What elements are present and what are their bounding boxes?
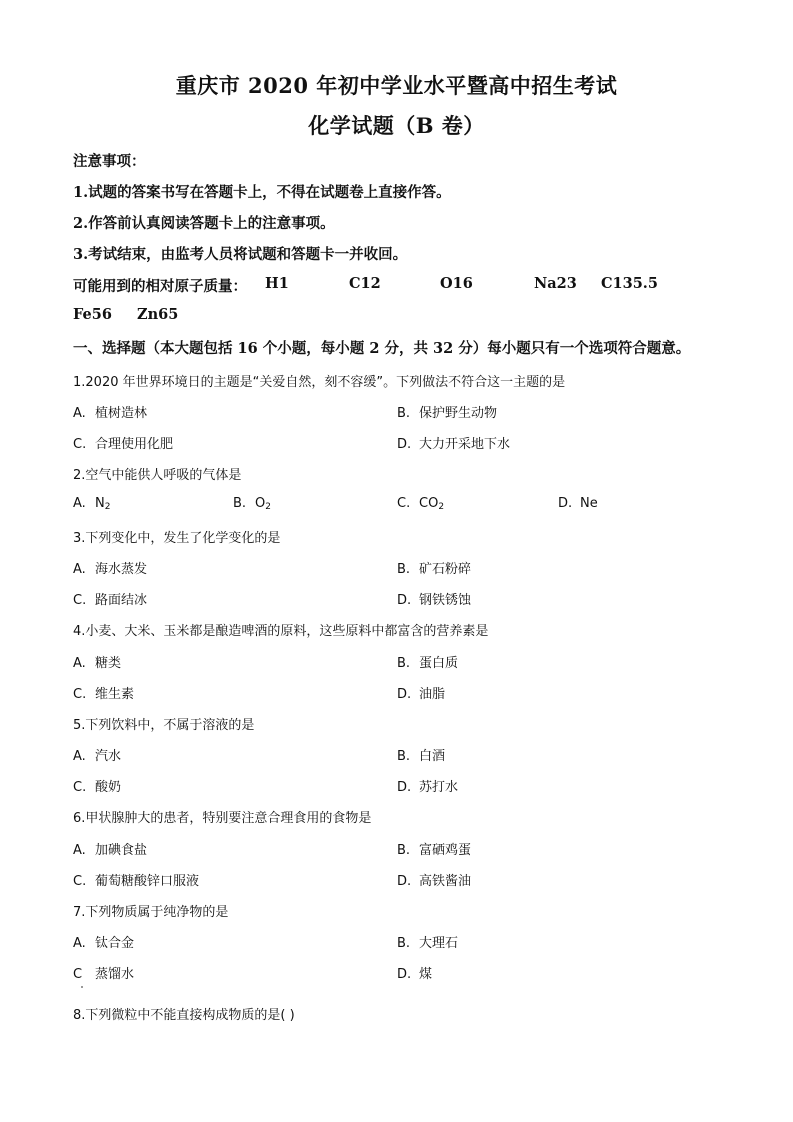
question-3-stem: 3.下列变化中，发生了化学变化的是 — [73, 531, 281, 546]
option-letter: B. — [397, 749, 411, 764]
option-letter: C — [73, 967, 83, 982]
notice-item-3: 3.考试结束，由监考人员将试题和答题卡一并收回。 — [73, 246, 408, 263]
option-letter: B. — [397, 656, 411, 671]
question-2-option-a — [73, 496, 110, 512]
option-text: 苏打水 — [419, 780, 459, 795]
atomic-mass-fe: Fe56 — [73, 306, 112, 323]
option-text: 汽水 — [95, 749, 122, 764]
option-text: Ne — [580, 496, 598, 511]
question-1-option-a — [73, 402, 147, 421]
option-text — [95, 496, 110, 511]
option-text: 煤 — [419, 967, 433, 982]
option-letter: C. — [73, 780, 87, 795]
option-letter: C. — [73, 687, 87, 702]
option-text: 大理石 — [419, 936, 459, 951]
option-letter: D. — [558, 496, 573, 511]
option-text: 葡萄糖酸锌口服液 — [95, 874, 200, 889]
option-letter: D. — [397, 593, 412, 608]
option-letter: C. — [397, 496, 411, 511]
option-letter: C. — [73, 593, 87, 608]
option-text: 钛合金 — [95, 936, 135, 951]
notice-item-2: 2.作答前认真阅读答题卡上的注意事项。 — [73, 215, 335, 232]
question-6-option-b — [397, 839, 471, 858]
option-letter: A. — [73, 406, 86, 421]
question-4-option-b — [397, 652, 458, 671]
option-letter: A. — [73, 843, 86, 858]
atomic-mass-label: 可能用到的相对原子质量： — [73, 278, 247, 295]
option-text: 植树造林 — [95, 406, 148, 421]
stray-mark — [81, 986, 83, 988]
option-text: 酸奶 — [95, 780, 122, 795]
option-text: 蛋白质 — [419, 656, 459, 671]
option-text: 高铁酱油 — [419, 874, 472, 889]
atomic-mass-zn: Zn65 — [137, 306, 179, 323]
question-1-option-b — [397, 402, 497, 421]
question-4-option-a — [73, 652, 121, 671]
option-letter: D. — [397, 780, 412, 795]
option-text: 大力开采地下水 — [419, 437, 511, 452]
question-3-option-d — [397, 589, 471, 608]
formula-subscript: 2 — [438, 502, 445, 512]
option-text: 油脂 — [419, 687, 446, 702]
notice-heading: 注意事项： — [73, 153, 146, 170]
option-letter: B. — [397, 843, 411, 858]
option-letter: D. — [397, 687, 412, 702]
option-text — [419, 496, 444, 511]
option-letter: B. — [397, 406, 411, 421]
question-1-stem: 1.2020 年世界环境日的主题是“关爱自然，刻不容缓”。下列做法不符合这一主题的是 — [73, 375, 566, 390]
question-7-option-b — [397, 932, 458, 951]
atomic-mass-o: O16 — [440, 275, 473, 292]
option-letter: A. — [73, 496, 86, 511]
option-text — [255, 496, 271, 511]
question-7-option-d — [397, 963, 432, 982]
question-4-option-c — [73, 683, 134, 702]
question-6-stem: 6.甲状腺肿大的患者，特别要注意合理食用的食物是 — [73, 811, 372, 826]
option-letter: D. — [397, 437, 412, 452]
formula-text: N — [95, 496, 105, 511]
formula-subscript: 2 — [104, 502, 111, 512]
option-text: 糖类 — [95, 656, 122, 671]
option-letter: A. — [73, 936, 86, 951]
option-letter: D. — [397, 967, 412, 982]
question-4-stem: 4.小麦、大米、玉米都是酿造啤酒的原料，这些原料中都富含的营养素是 — [73, 624, 489, 639]
section-heading: 一、选择题（本大题包括 16 个小题，每小题 2 分，共 32 分）每小题只有一个选项符合题意。 — [73, 340, 691, 357]
option-text: 路面结冰 — [95, 593, 148, 608]
exam-subtitle: 化学试题（B 卷） — [308, 113, 485, 138]
question-3-option-a — [73, 558, 147, 577]
option-letter: B. — [397, 936, 411, 951]
question-4-option-d — [397, 683, 445, 702]
formula-text: O — [255, 496, 266, 511]
option-letter: A. — [73, 749, 86, 764]
question-6-option-d — [397, 870, 471, 889]
question-2-option-b — [233, 496, 271, 512]
option-letter: A. — [73, 656, 86, 671]
question-6-option-c — [73, 870, 199, 889]
option-letter: C. — [73, 874, 87, 889]
option-letter: B. — [233, 496, 247, 511]
atomic-mass-c: C12 — [349, 275, 381, 292]
question-5-option-c — [73, 776, 121, 795]
question-5-option-b — [397, 745, 445, 764]
question-3-option-b — [397, 558, 471, 577]
option-letter: A. — [73, 562, 86, 577]
question-5-option-d — [397, 776, 458, 795]
option-letter: C. — [73, 437, 87, 452]
question-2-option-d — [558, 496, 598, 511]
option-text: 钢铁锈蚀 — [419, 593, 472, 608]
atomic-mass-cl: C135.5 — [601, 275, 658, 292]
question-3-option-c — [73, 589, 147, 608]
option-letter: B. — [397, 562, 411, 577]
question-5-stem: 5.下列饮料中，不属于溶液的是 — [73, 718, 255, 733]
question-8-stem: 8.下列微粒中不能直接构成物质的是( ) — [73, 1008, 295, 1023]
question-7-stem: 7.下列物质属于纯净物的是 — [73, 905, 229, 920]
exam-title: 重庆市 2020 年初中学业水平暨高中招生考试 — [175, 73, 618, 98]
option-letter: D. — [397, 874, 412, 889]
formula-text: CO — [419, 496, 439, 511]
formula-subscript: 2 — [265, 502, 271, 512]
option-text: 合理使用化肥 — [95, 437, 174, 452]
option-text: 加碘食盐 — [95, 843, 148, 858]
question-2-stem: 2.空气中能供人呼吸的气体是 — [73, 468, 242, 483]
question-5-option-a — [73, 745, 121, 764]
question-7-option-c — [73, 963, 134, 982]
question-1-option-d — [397, 433, 510, 452]
question-7-option-a — [73, 932, 134, 951]
question-6-option-a — [73, 839, 147, 858]
option-text: 矿石粉碎 — [419, 562, 472, 577]
option-text: 白酒 — [419, 749, 446, 764]
notice-item-1: 1.试题的答案书写在答题卡上，不得在试题卷上直接作答。 — [73, 184, 451, 201]
question-1-option-c — [73, 433, 173, 452]
option-text: 海水蒸发 — [95, 562, 148, 577]
question-2-option-c — [397, 496, 444, 512]
option-text: 富硒鸡蛋 — [419, 843, 472, 858]
option-text: 保护野生动物 — [419, 406, 498, 421]
option-text: 维生素 — [95, 687, 135, 702]
atomic-mass-h: H1 — [265, 275, 289, 292]
atomic-mass-na: Na23 — [534, 275, 577, 292]
option-text: 蒸馏水 — [95, 967, 135, 982]
